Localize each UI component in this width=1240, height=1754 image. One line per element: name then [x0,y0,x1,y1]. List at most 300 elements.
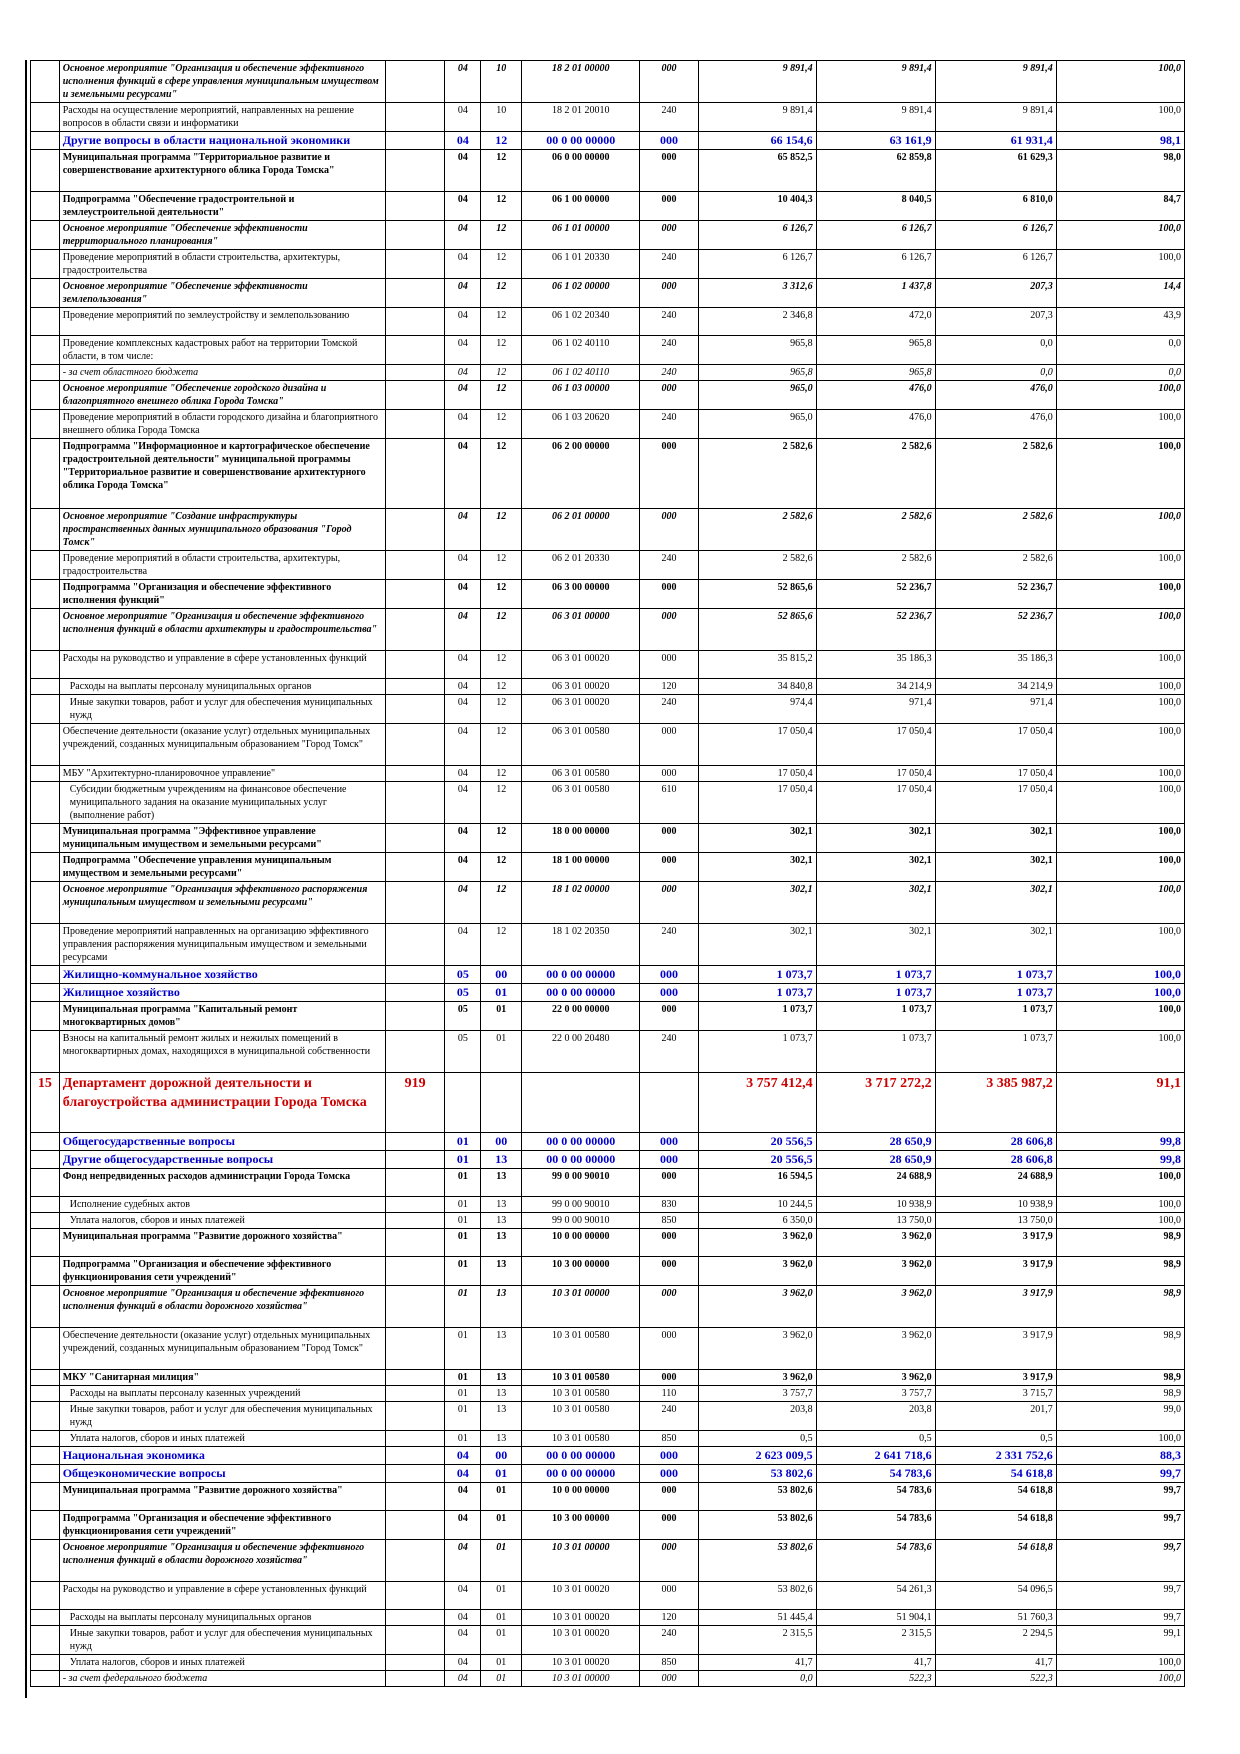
table-row [31,580,1185,609]
row-name-cell: Проведение мероприятий в области городского дизайна и благоприятного внешнего облика Города Томска [59,410,385,439]
executed-cell: 17 050,4 [935,724,1056,766]
row-name-cell: Основное мероприятие "Организация и обеспечение эффективного исполнения функций в области архитектуры и градостроительства" [59,609,385,651]
subsection-code-cell: 01 [481,984,522,1002]
table-row [31,1213,1185,1229]
plan-revised-cell: 472,0 [816,308,935,336]
table-row [31,1431,1185,1447]
target-article-cell: 10 3 01 00020 [522,1655,640,1671]
subsection-code-cell: 12 [481,695,522,724]
plan-initial-cell: 302,1 [698,824,816,853]
target-article-cell: 00 0 00 00000 [522,984,640,1002]
table-row [31,1626,1185,1655]
row-number-cell [31,551,60,580]
table-row [31,279,1185,308]
row-number-cell [31,1031,60,1073]
ministry-code-cell [385,1031,444,1073]
row-number-cell [31,308,60,336]
executed-cell: 476,0 [935,410,1056,439]
executed-cell: 28 606,8 [935,1151,1056,1169]
target-article-cell: 00 0 00 00000 [522,1447,640,1465]
row-number-cell [31,1671,60,1687]
row-name-cell: Проведение мероприятий направленных на организацию эффективного управления распоряжения муниципальным имуществом и земельными ресурсами [59,924,385,966]
ministry-code-cell [385,1002,444,1031]
expense-type-cell: 000 [640,61,698,103]
table-row [31,365,1185,381]
section-code-cell: 04 [445,853,481,882]
percent-cell: 84,7 [1056,192,1184,221]
row-name-cell: Основное мероприятие "Обеспечение эффективности землепользования" [59,279,385,308]
section-code-cell: 04 [445,150,481,192]
percent-cell: 100,0 [1056,882,1184,924]
executed-cell: 1 073,7 [935,1002,1056,1031]
row-number-cell [31,679,60,695]
expense-type-cell: 000 [640,853,698,882]
section-code-cell: 04 [445,1483,481,1511]
ministry-code-cell [385,609,444,651]
plan-initial-cell: 66 154,6 [698,132,816,150]
percent-cell: 98,1 [1056,132,1184,150]
row-name-cell: Муниципальная программа "Эффективное управление муниципальным имуществом и земельными ресурсами" [59,824,385,853]
percent-cell: 91,1 [1056,1073,1184,1133]
plan-initial-cell: 51 445,4 [698,1610,816,1626]
target-article-cell: 06 1 01 20330 [522,250,640,279]
row-name-cell: Иные закупки товаров, работ и услуг для обеспечения муниципальных нужд [59,1626,385,1655]
table-row [31,724,1185,766]
plan-initial-cell: 3 962,0 [698,1370,816,1386]
section-code-cell: 04 [445,724,481,766]
section-code-cell: 01 [445,1197,481,1213]
subsection-code-cell: 12 [481,509,522,551]
plan-initial-cell: 0,0 [698,1671,816,1687]
row-name-cell: Подпрограмма "Организация и обеспечение эффективного функционирования сети учреждений" [59,1511,385,1540]
row-number-cell [31,1402,60,1431]
executed-cell: 0,5 [935,1431,1056,1447]
plan-revised-cell: 63 161,9 [816,132,935,150]
section-code-cell: 05 [445,966,481,984]
percent-cell: 99,8 [1056,1151,1184,1169]
target-article-cell: 06 2 01 20330 [522,551,640,580]
row-name-cell: Основное мероприятие "Организация эффективного распоряжения муниципальным имуществом и земельными ресурсами" [59,882,385,924]
subsection-code-cell: 12 [481,279,522,308]
target-article-cell [522,1073,640,1133]
row-name-cell: Подпрограмма "Информационное и картографическое обеспечение градостроительной деятельности" муниципальной программы "Территориальное развитие и совершенствование архитектурного облика Города Томска" [59,439,385,509]
plan-initial-cell: 34 840,8 [698,679,816,695]
plan-initial-cell: 16 594,5 [698,1169,816,1197]
plan-initial-cell: 965,8 [698,365,816,381]
plan-revised-cell: 476,0 [816,410,935,439]
table-row [31,984,1185,1002]
plan-revised-cell: 2 582,6 [816,439,935,509]
subsection-code-cell: 12 [481,381,522,410]
ministry-code-cell [385,1626,444,1655]
row-name-cell: Расходы на руководство и управление в сфере установленных функций [59,1582,385,1610]
expense-type-cell: 000 [640,150,698,192]
plan-initial-cell: 20 556,5 [698,1151,816,1169]
row-number-cell [31,1169,60,1197]
ministry-code-cell [385,336,444,365]
table-row [31,824,1185,853]
section-code-cell: 04 [445,132,481,150]
subsection-code-cell: 13 [481,1257,522,1286]
expense-type-cell: 240 [640,1031,698,1073]
percent-cell: 100,0 [1056,381,1184,410]
section-code-cell: 04 [445,882,481,924]
expense-type-cell: 240 [640,365,698,381]
executed-cell: 207,3 [935,308,1056,336]
table-row [31,1540,1185,1582]
target-article-cell: 10 3 01 00000 [522,1286,640,1328]
percent-cell: 100,0 [1056,609,1184,651]
executed-cell: 971,4 [935,695,1056,724]
expense-type-cell: 000 [640,984,698,1002]
table-row [31,651,1185,679]
expense-type-cell: 000 [640,1540,698,1582]
expense-type-cell: 000 [640,1286,698,1328]
subsection-code-cell: 12 [481,150,522,192]
target-article-cell: 06 1 03 00000 [522,381,640,410]
plan-revised-cell: 24 688,9 [816,1169,935,1197]
row-name-cell: Иные закупки товаров, работ и услуг для обеспечения муниципальных нужд [59,695,385,724]
row-name-cell: Фонд непредвиденных расходов администрации Города Томска [59,1169,385,1197]
expense-type-cell: 000 [640,1133,698,1151]
plan-initial-cell: 302,1 [698,924,816,966]
ministry-code-cell [385,279,444,308]
plan-initial-cell: 1 073,7 [698,984,816,1002]
table-row [31,1671,1185,1687]
target-article-cell: 10 3 01 00580 [522,1370,640,1386]
ministry-code-cell [385,782,444,824]
plan-revised-cell: 8 040,5 [816,192,935,221]
target-article-cell: 10 3 01 00000 [522,1671,640,1687]
target-article-cell: 06 2 01 00000 [522,509,640,551]
target-article-cell: 10 0 00 00000 [522,1483,640,1511]
subsection-code-cell: 12 [481,824,522,853]
executed-cell: 302,1 [935,924,1056,966]
ministry-code-cell [385,984,444,1002]
target-article-cell: 00 0 00 00000 [522,1465,640,1483]
executed-cell: 2 294,5 [935,1626,1056,1655]
table-row [31,782,1185,824]
executed-cell: 28 606,8 [935,1133,1056,1151]
expense-type-cell: 000 [640,824,698,853]
ministry-code-cell [385,365,444,381]
ministry-code-cell [385,1370,444,1386]
percent-cell: 100,0 [1056,103,1184,132]
section-code-cell: 05 [445,984,481,1002]
plan-initial-cell: 6 350,0 [698,1213,816,1229]
ministry-code-cell [385,381,444,410]
target-article-cell: 06 1 01 00000 [522,221,640,250]
subsection-code-cell: 01 [481,1626,522,1655]
executed-cell: 54 618,8 [935,1540,1056,1582]
subsection-code-cell: 13 [481,1169,522,1197]
plan-revised-cell: 34 214,9 [816,679,935,695]
row-number-cell [31,1582,60,1610]
row-number-cell [31,609,60,651]
row-number-cell [31,132,60,150]
ministry-code-cell [385,966,444,984]
row-name-cell: Проведение мероприятий в области строительства, архитектуры, градостроительства [59,250,385,279]
row-name-cell: Проведение мероприятий в области строительства, архитектуры, градостроительства [59,551,385,580]
section-code-cell: 04 [445,365,481,381]
plan-initial-cell: 2 582,6 [698,439,816,509]
subsection-code-cell: 12 [481,651,522,679]
expense-type-cell: 000 [640,966,698,984]
subsection-code-cell: 12 [481,132,522,150]
ministry-code-cell [385,1431,444,1447]
expense-type-cell: 830 [640,1197,698,1213]
ministry-code-cell [385,1540,444,1582]
row-name-cell: Проведение комплексных кадастровых работ на территории Томской области, в том числе: [59,336,385,365]
expense-type-cell [640,1073,698,1133]
target-article-cell: 06 3 01 00020 [522,651,640,679]
percent-cell: 100,0 [1056,1655,1184,1671]
percent-cell: 99,7 [1056,1610,1184,1626]
row-number-cell [31,279,60,308]
executed-cell: 9 891,4 [935,103,1056,132]
section-code-cell: 01 [445,1328,481,1370]
row-number-cell [31,150,60,192]
expense-type-cell: 000 [640,1169,698,1197]
ministry-code-cell [385,103,444,132]
row-number-cell [31,924,60,966]
row-number-cell [31,1511,60,1540]
plan-revised-cell: 28 650,9 [816,1151,935,1169]
row-name-cell: Муниципальная программа "Развитие дорожного хозяйства" [59,1229,385,1257]
subsection-code-cell: 13 [481,1431,522,1447]
executed-cell: 1 073,7 [935,984,1056,1002]
table-row [31,1229,1185,1257]
section-code-cell: 04 [445,679,481,695]
subsection-code-cell: 13 [481,1386,522,1402]
section-code-cell: 04 [445,1447,481,1465]
row-name-cell: Исполнение судебных актов [59,1197,385,1213]
expense-type-cell: 850 [640,1431,698,1447]
ministry-code-cell [385,1328,444,1370]
expense-type-cell: 000 [640,580,698,609]
percent-cell: 99,1 [1056,1626,1184,1655]
row-number-cell [31,1626,60,1655]
plan-initial-cell: 17 050,4 [698,724,816,766]
row-name-cell: Обеспечение деятельности (оказание услуг) отдельных муниципальных учреждений, созданных муниципальным образованием "Город Томск" [59,1328,385,1370]
subsection-code-cell: 01 [481,1002,522,1031]
row-name-cell: Подпрограмма "Обеспечение управления муниципальным имуществом и земельными ресурсами" [59,853,385,882]
percent-cell: 0,0 [1056,365,1184,381]
section-code-cell: 04 [445,103,481,132]
percent-cell: 99,7 [1056,1483,1184,1511]
subsection-code-cell: 12 [481,679,522,695]
plan-initial-cell: 6 126,7 [698,221,816,250]
table-row [31,410,1185,439]
subsection-code-cell: 00 [481,1447,522,1465]
row-number-cell [31,824,60,853]
row-number-cell [31,192,60,221]
ministry-code-cell: 919 [385,1073,444,1133]
plan-initial-cell: 17 050,4 [698,782,816,824]
expense-type-cell: 000 [640,766,698,782]
target-article-cell: 10 3 01 00580 [522,1328,640,1370]
expense-type-cell: 000 [640,1483,698,1511]
target-article-cell: 18 1 02 00000 [522,882,640,924]
plan-revised-cell: 1 073,7 [816,1031,935,1073]
row-name-cell: Подпрограмма "Организация и обеспечение эффективного функционирования сети учреждений" [59,1257,385,1286]
plan-revised-cell: 17 050,4 [816,766,935,782]
table-row [31,1002,1185,1031]
ministry-code-cell [385,824,444,853]
row-number-cell [31,1610,60,1626]
plan-initial-cell: 2 623 009,5 [698,1447,816,1465]
table-row [31,192,1185,221]
table-row [31,924,1185,966]
row-number-cell [31,1229,60,1257]
executed-cell: 6 126,7 [935,250,1056,279]
executed-cell: 6 810,0 [935,192,1056,221]
plan-revised-cell: 2 315,5 [816,1626,935,1655]
percent-cell: 100,0 [1056,853,1184,882]
plan-revised-cell: 54 783,6 [816,1483,935,1511]
percent-cell: 100,0 [1056,824,1184,853]
target-article-cell: 00 0 00 00000 [522,132,640,150]
executed-cell: 201,7 [935,1402,1056,1431]
row-number-cell [31,1151,60,1169]
row-name-cell: Расходы на осуществление мероприятий, направленных на решение вопросов в области связи и информатики [59,103,385,132]
percent-cell: 100,0 [1056,221,1184,250]
table-row [31,1655,1185,1671]
row-number-cell [31,1370,60,1386]
plan-initial-cell: 302,1 [698,882,816,924]
section-code-cell: 04 [445,766,481,782]
ministry-code-cell [385,221,444,250]
target-article-cell: 00 0 00 00000 [522,1133,640,1151]
plan-revised-cell: 52 236,7 [816,580,935,609]
ministry-code-cell [385,1169,444,1197]
expense-type-cell: 240 [640,1626,698,1655]
expense-type-cell: 240 [640,551,698,580]
ministry-code-cell [385,250,444,279]
row-number-cell [31,1483,60,1511]
plan-revised-cell: 17 050,4 [816,782,935,824]
row-number-cell [31,336,60,365]
expense-type-cell: 000 [640,609,698,651]
subsection-code-cell: 00 [481,966,522,984]
ministry-code-cell [385,1133,444,1151]
row-number-cell [31,1431,60,1447]
executed-cell: 3 917,9 [935,1257,1056,1286]
row-name-cell: - за счет федерального бюджета [59,1671,385,1687]
target-article-cell: 06 3 01 00580 [522,766,640,782]
section-code-cell: 04 [445,782,481,824]
plan-initial-cell: 53 802,6 [698,1465,816,1483]
section-code-cell: 01 [445,1386,481,1402]
target-article-cell: 10 3 01 00580 [522,1431,640,1447]
plan-revised-cell: 3 962,0 [816,1370,935,1386]
subsection-code-cell: 01 [481,1511,522,1540]
section-code-cell: 01 [445,1402,481,1431]
row-name-cell: Другие вопросы в области национальной экономики [59,132,385,150]
percent-cell: 98,9 [1056,1386,1184,1402]
ministry-code-cell [385,308,444,336]
row-number-cell [31,1386,60,1402]
plan-initial-cell: 20 556,5 [698,1133,816,1151]
plan-revised-cell: 6 126,7 [816,221,935,250]
expense-type-cell: 000 [640,1002,698,1031]
plan-revised-cell: 3 962,0 [816,1257,935,1286]
row-name-cell: Основное мероприятие "Обеспечение городского дизайна и благоприятного внешнего облика Города Томска" [59,381,385,410]
target-article-cell: 10 3 01 00580 [522,1402,640,1431]
subsection-code-cell: 01 [481,1610,522,1626]
plan-revised-cell: 54 783,6 [816,1540,935,1582]
target-article-cell: 18 0 00 00000 [522,824,640,853]
expense-type-cell: 240 [640,410,698,439]
plan-initial-cell: 3 757,7 [698,1386,816,1402]
ministry-code-cell [385,439,444,509]
budget-table-body [31,61,1185,1687]
section-code-cell: 04 [445,381,481,410]
budget-table [30,60,1185,1687]
percent-cell: 100,0 [1056,695,1184,724]
target-article-cell: 18 2 01 20010 [522,103,640,132]
section-code-cell: 01 [445,1286,481,1328]
subsection-code-cell: 12 [481,766,522,782]
section-code-cell: 01 [445,1431,481,1447]
section-code-cell: 04 [445,924,481,966]
executed-cell: 13 750,0 [935,1213,1056,1229]
table-row [31,1031,1185,1073]
plan-revised-cell: 35 186,3 [816,651,935,679]
subsection-code-cell: 12 [481,192,522,221]
plan-revised-cell: 3 962,0 [816,1328,935,1370]
section-code-cell: 04 [445,509,481,551]
subsection-code-cell: 12 [481,551,522,580]
executed-cell: 3 917,9 [935,1328,1056,1370]
plan-initial-cell: 974,4 [698,695,816,724]
table-row [31,1511,1185,1540]
subsection-code-cell: 12 [481,365,522,381]
plan-revised-cell: 971,4 [816,695,935,724]
expense-type-cell: 240 [640,1402,698,1431]
target-article-cell: 10 0 00 00000 [522,1229,640,1257]
plan-initial-cell: 9 891,4 [698,61,816,103]
row-number-cell [31,1133,60,1151]
row-number-cell [31,103,60,132]
row-name-cell: Расходы на выплаты персоналу муниципальных органов [59,679,385,695]
executed-cell: 476,0 [935,381,1056,410]
table-row [31,509,1185,551]
section-code-cell: 04 [445,609,481,651]
percent-cell: 43,9 [1056,308,1184,336]
plan-initial-cell: 3 962,0 [698,1328,816,1370]
plan-revised-cell: 52 236,7 [816,609,935,651]
row-number-cell [31,365,60,381]
plan-revised-cell: 965,8 [816,336,935,365]
plan-initial-cell: 2 582,6 [698,509,816,551]
subsection-code-cell: 13 [481,1328,522,1370]
executed-cell: 2 582,6 [935,439,1056,509]
section-code-cell: 01 [445,1257,481,1286]
plan-initial-cell: 17 050,4 [698,766,816,782]
table-row [31,679,1185,695]
table-row [31,336,1185,365]
expense-type-cell: 000 [640,1582,698,1610]
row-number-cell [31,782,60,824]
ministry-code-cell [385,1511,444,1540]
row-name-cell: Иные закупки товаров, работ и услуг для обеспечения муниципальных нужд [59,1402,385,1431]
ministry-code-cell [385,1447,444,1465]
expense-type-cell: 240 [640,336,698,365]
expense-type-cell: 240 [640,250,698,279]
ministry-code-cell [385,1483,444,1511]
executed-cell: 41,7 [935,1655,1056,1671]
